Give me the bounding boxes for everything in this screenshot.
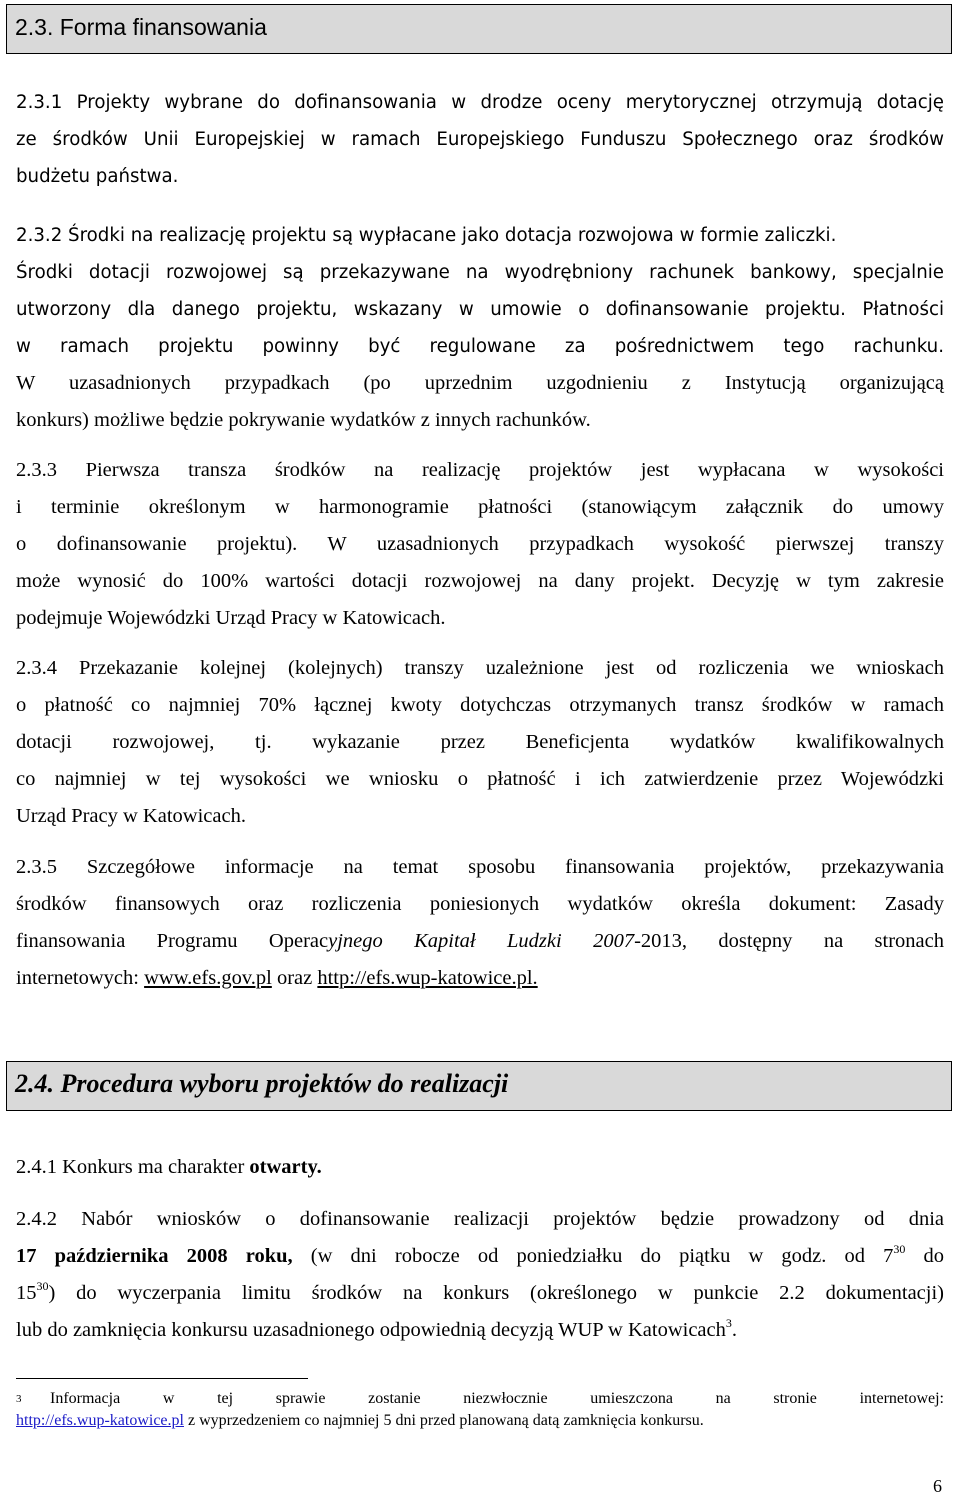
- paragraph-line: 2.3.5 Szczegółowe informacje na temat sposobu finansowania projektów, przekazywania: [16, 856, 944, 878]
- paragraph-line: o płatność co najmniej 70% łącznej kwoty dotychczas otrzymanych transz środków w ramach: [16, 694, 944, 716]
- paragraph-line: 2.4.2 Nabór wniosków o dofinansowanie realizacji projektów będzie prowadzony od dnia: [16, 1208, 944, 1230]
- efs-gov-link[interactable]: www.efs.gov.pl: [144, 967, 272, 989]
- paragraph-line: $15^{30}$) do wyczerpania limitu środków na konkurs (określonego w punkcie 2.2 dokumentacji): [16, 1279, 944, 1304]
- paragraph-line: 17 października 2008 roku, (w dni robocze od poniedziałku do piątku w godz. od $7^{30}$ do: [16, 1242, 945, 1267]
- section-heading-2-4-text: 2.4. Procedura wyboru projektów do realizacji: [15, 1069, 509, 1098]
- paragraph-line: Środki dotacji rozwojowej są przekazywane na wyodrębniony rachunek bankowy, specjalnie: [16, 262, 944, 283]
- footnote-ref[interactable]: 3: [725, 1316, 732, 1330]
- footnote-link[interactable]: http://efs.wup-katowice.pl: [16, 1412, 184, 1429]
- paragraph-2-4-2: [16, 1201, 944, 1349]
- paragraph-line: o dofinansowanie projektu). W uzasadnionych przypadkach wysokość pierwszej transzy: [16, 533, 944, 555]
- paragraph-line: budżetu państwa.: [16, 166, 179, 187]
- paragraph-2-3-3: [16, 452, 944, 637]
- footnote-line: Informacja w tej sprawie zostanie niezwłocznie umieszczona na stronie internetowej:: [50, 1390, 944, 1407]
- paragraph-line: finansowania Programu Operacyjnego Kapitał Ludzki 2007-2013, dostępny na stronach: [16, 930, 944, 952]
- footnote: [16, 1388, 944, 1432]
- paragraph-line: podejmuje Wojewódzki Urząd Pracy w Katowicach.: [16, 607, 446, 629]
- paragraph-line: ze środków Unii Europejskiej w ramach Europejskiego Funduszu Społecznego oraz środków: [16, 129, 944, 150]
- section-heading-2-3: [6, 4, 952, 54]
- section-heading-2-3-text: 2.3. Forma finansowania: [15, 14, 267, 40]
- paragraph-2-3-2: [16, 217, 944, 439]
- paragraph-line: środków finansowych oraz rozliczenia poniesionych wydatków określa dokument: Zasady: [16, 893, 944, 915]
- footnote-number: 3: [16, 1393, 22, 1405]
- paragraph-line: dotacji rozwojowej, tj. wykazanie przez Beneficjenta wydatków kwalifikowalnych: [16, 731, 944, 753]
- paragraph-line: W uzasadnionych przypadkach (po uprzednim uzgodnieniu z Instytucją organizującą: [16, 372, 944, 394]
- paragraph-2-4-1: [16, 1149, 944, 1186]
- paragraph-line: Urząd Pracy w Katowicach.: [16, 805, 246, 827]
- footnote-line: http://efs.wup-katowice.pl z wyprzedzeniem co najmniej 5 dni przed planowaną datą zamknięcia konkursu.: [16, 1412, 704, 1429]
- paragraph-line: utworzony dla danego projektu, wskazany w umowie o dofinansowanie projektu. Płatności: [16, 299, 944, 320]
- paragraph-line: i terminie określonym w harmonogramie płatności (stanowiącym załącznik do umowy: [16, 496, 944, 518]
- paragraph-line: 2.3.1 Projekty wybrane do dofinansowania w drodze oceny merytorycznej otrzymują dotację: [16, 92, 944, 113]
- paragraph-2-3-5: [16, 849, 944, 997]
- paragraph-line: 2.3.3 Pierwsza transza środków na realizację projektów jest wypłacana w wysokości: [16, 459, 944, 481]
- paragraph-line: 2.3.2 Środki na realizację projektu są wypłacane jako dotacja rozwojowa w formie zaliczki.: [16, 225, 837, 246]
- paragraph-2-3-1: [16, 84, 944, 195]
- paragraph-line: w ramach projektu powinny być regulowane za pośrednictwem tego rachunku.: [16, 336, 944, 357]
- page-number: 6: [933, 1476, 942, 1496]
- paragraph-line: co najmniej w tej wysokości we wniosku o płatność i ich zatwierdzenie przez Wojewódzki: [16, 768, 944, 790]
- footnote-divider: [16, 1378, 308, 1379]
- paragraph-line: konkurs) możliwe będzie pokrywanie wydatków z innych rachunków.: [16, 409, 591, 431]
- section-heading-2-4: [6, 1061, 952, 1111]
- paragraph-line: 2.4.1 Konkurs ma charakter otwarty.: [16, 1156, 322, 1178]
- paragraph-2-3-4: [16, 650, 944, 835]
- paragraph-line: może wynosić do 100% wartości dotacji rozwojowej na dany projekt. Decyzję w tym zakresie: [16, 570, 944, 592]
- paragraph-line: lub do zamknięcia konkursu uzasadnionego odpowiednią decyzją WUP w Katowicach$^3$.: [16, 1316, 738, 1341]
- paragraph-line: 2.3.4 Przekazanie kolejnej (kolejnych) transzy uzależnione jest od rozliczenia we wnioskach: [16, 657, 944, 679]
- efs-wup-katowice-link[interactable]: http://efs.wup-katowice.pl.: [317, 967, 538, 989]
- paragraph-line: internetowych: www.efs.gov.pl oraz http://efs.wup-katowice.pl.: [16, 967, 538, 989]
